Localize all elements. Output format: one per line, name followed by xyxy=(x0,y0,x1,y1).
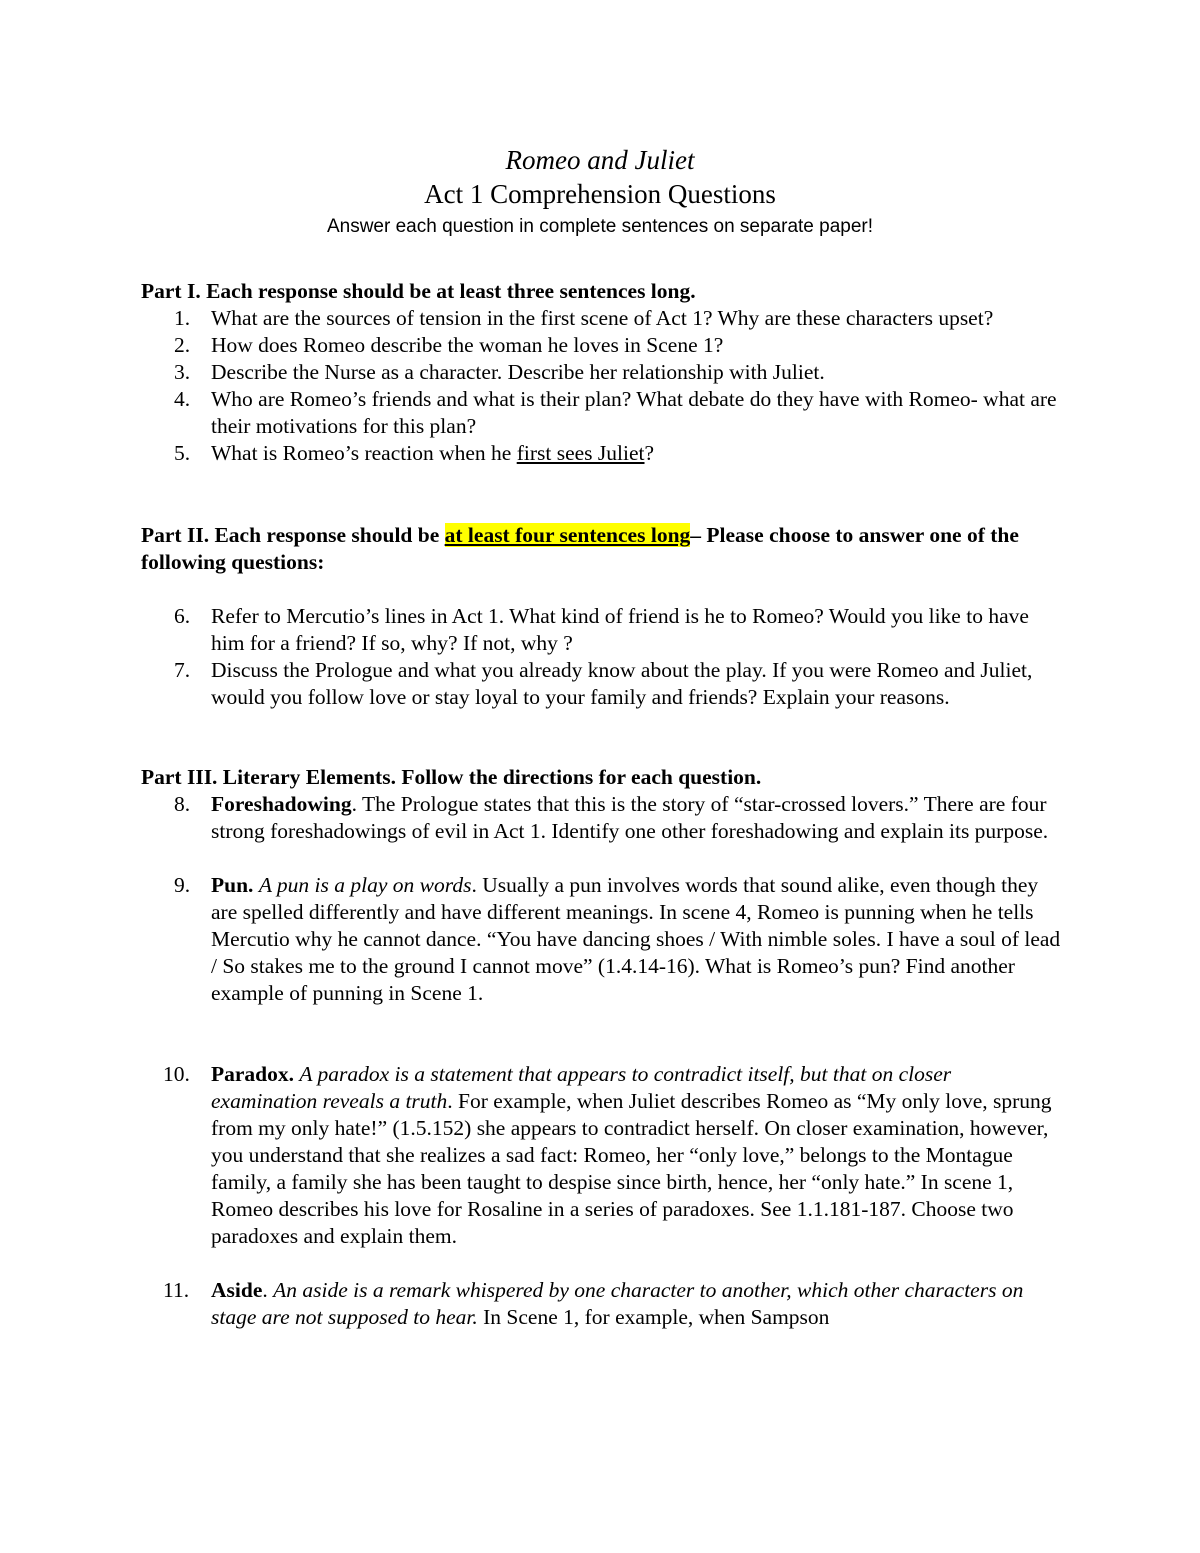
question-number: 9. xyxy=(174,873,191,897)
question-3 xyxy=(141,359,1061,386)
part-2-heading xyxy=(141,522,1061,576)
question-text: . The Prologue states that this is the story of “star-crossed lovers.” There are four strong foreshadowings of evil in Act 1. Identify one other foreshadowing and explain its purpose. xyxy=(211,792,1049,843)
question-10 xyxy=(141,1061,1061,1250)
question-text: Who are Romeo’s friends and what is their plan? What debate do they have with Romeo- what are their motivations for this plan? xyxy=(211,387,1057,438)
question-number: 7. xyxy=(174,658,191,682)
spacer xyxy=(141,576,1061,603)
document-header xyxy=(0,143,1200,241)
question-number: 1. xyxy=(174,306,191,330)
question-text: Refer to Mercutio’s lines in Act 1. What kind of friend is he to Romeo? Would you like to have him for a friend? If so, why? If not, why ? xyxy=(211,604,1029,655)
literary-term: Paradox. xyxy=(211,1062,295,1086)
term-definition: An aside is a remark whispered by one character to another, which other characters on stage are not supposed to hear. xyxy=(211,1278,1024,1329)
question-text: . Usually a pun involves words that sound alike, even though they are spelled differently and have different meanings. In scene 4, Romeo is punning when he tells Mercutio why he cannot dance. “You have dancing shoes / With nimble soles. I have a soul of lead / So stakes me to the ground I cannot move” (1.4.14-16). What is Romeo’s pun? Find another example of punning in Scene 1. xyxy=(211,873,1061,1005)
document-instruction: Answer each question in complete sentences on separate paper! xyxy=(326,216,874,237)
part-2-question-list xyxy=(141,603,1061,711)
question-2 xyxy=(141,332,1061,359)
question-number: 6. xyxy=(174,604,191,628)
part-2-heading-start: Part II. Each response should be xyxy=(141,523,445,547)
question-4 xyxy=(141,386,1061,440)
part-2-heading-highlight: at least four sentences long xyxy=(444,523,691,547)
question-11 xyxy=(141,1277,1061,1331)
literary-term: Pun. xyxy=(211,873,254,897)
question-underlined-text: first sees Juliet xyxy=(516,441,645,465)
question-1 xyxy=(141,305,1061,332)
question-text: What are the sources of tension in the first scene of Act 1? Why are these characters upset? xyxy=(211,306,994,330)
question-number: 2. xyxy=(174,333,191,357)
part-3-heading: Part III. Literary Elements. Follow the directions for each question. xyxy=(141,765,762,789)
part-1-heading: Part I. Each response should be at least three sentences long. xyxy=(141,279,696,303)
part-3-section xyxy=(141,764,1061,1331)
question-text: . For example, when Juliet describes Romeo as “My only love, sprung from my only hate!” (1.5.152) she appears to contradict herself. On closer examination, however, you understand that she realizes a sad fact: Romeo, her “only love,” belongs to the Montague family, a family she has been taught to despise since birth, hence, her “only hate.” In scene 1, Romeo describes his love for Rosaline in a series of paradoxes. See 1.1.181-187. Choose two paradoxes and explain them. xyxy=(211,1089,1052,1248)
term-definition: A pun is a play on words xyxy=(258,873,472,897)
question-number: 3. xyxy=(174,360,191,384)
question-text: In Scene 1, for example, when Sampson xyxy=(477,1305,830,1329)
document-subtitle: Act 1 Comprehension Questions xyxy=(424,179,776,209)
literary-term: Aside xyxy=(211,1278,263,1302)
question-text: Describe the Nurse as a character. Describe her relationship with Juliet. xyxy=(211,360,825,384)
question-5 xyxy=(141,440,1061,467)
part-2-section xyxy=(141,522,1061,711)
question-text: What is Romeo’s reaction when he xyxy=(211,441,517,465)
question-number: 8. xyxy=(174,792,191,816)
document-title: Romeo and Juliet xyxy=(505,145,695,175)
question-9 xyxy=(141,872,1061,1007)
term-punctuation: . xyxy=(262,1278,274,1302)
question-text-end: ? xyxy=(644,441,655,465)
question-8 xyxy=(141,791,1061,845)
question-number: 10. xyxy=(163,1062,190,1086)
question-number: 11. xyxy=(163,1278,190,1302)
part-1-section xyxy=(141,278,1061,467)
question-7 xyxy=(141,657,1061,711)
part-2-heading-end: – Please choose to answer one of the following questions: xyxy=(141,523,1019,574)
question-text: Discuss the Prologue and what you already know about the play. If you were Romeo and Juliet, would you follow love or stay loyal to your family and friends? Explain your reasons. xyxy=(211,658,1033,709)
question-number: 5. xyxy=(174,441,191,465)
question-number: 4. xyxy=(174,387,191,411)
part-1-question-list xyxy=(141,305,1061,467)
question-text: How does Romeo describe the woman he loves in Scene 1? xyxy=(211,333,724,357)
question-6 xyxy=(141,603,1061,657)
part-3-question-list xyxy=(141,791,1061,1331)
literary-term: Foreshadowing xyxy=(211,792,352,816)
term-definition: A paradox is a statement that appears to contradict itself, but that on closer examination reveals a truth xyxy=(211,1062,952,1113)
